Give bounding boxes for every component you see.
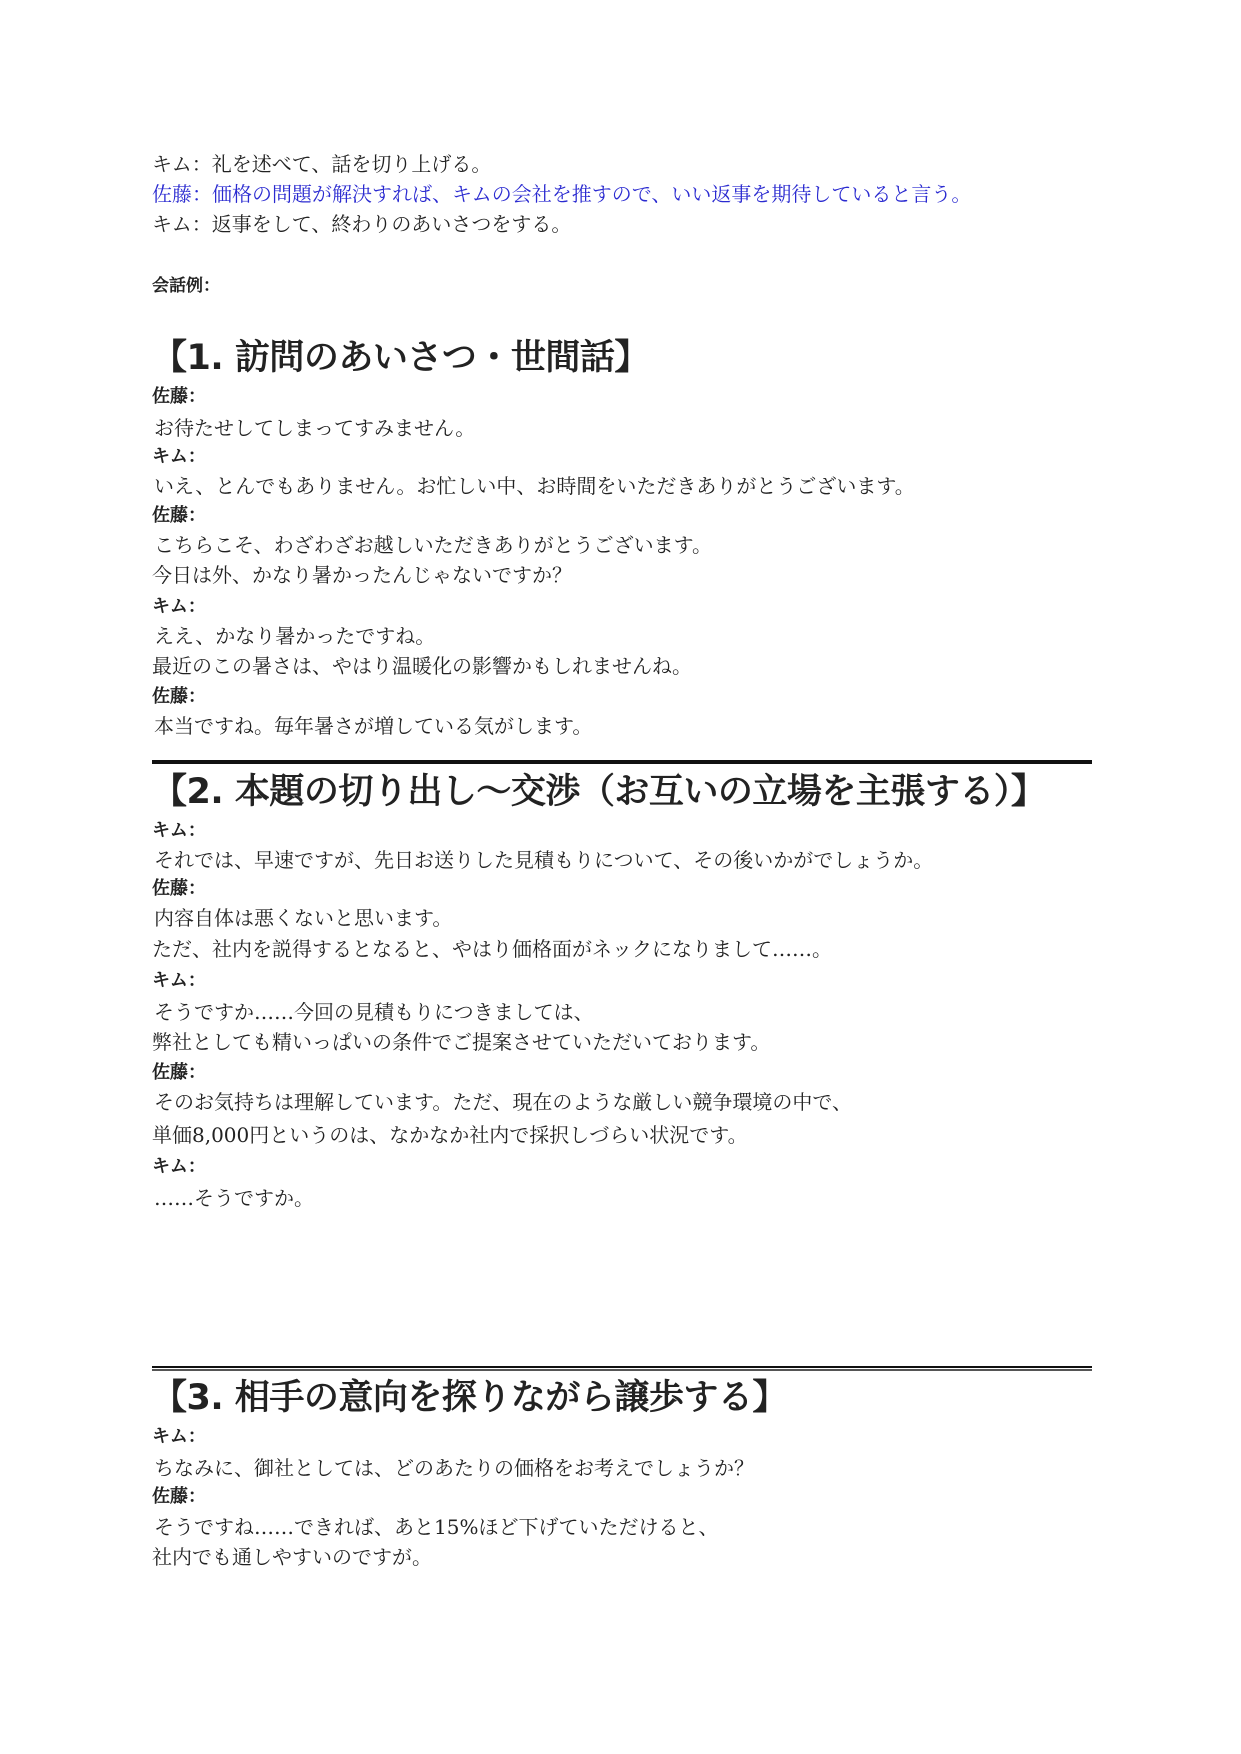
dialogue-line: お待たせしてしまってすみません。 [154, 416, 476, 440]
dialogue-line: ただ、社内を説得するとなると、やはり価格面がネックになりまして……。 [152, 937, 832, 961]
speaker-label: キム： [152, 1156, 206, 1177]
dialogue-line: 最近のこの暑さは、やはり温暖化の影響かもしれませんね。 [152, 654, 692, 678]
dialogue-line: 単価8,000円というのは、なかなか社内で採択しづらい状況です。 [152, 1123, 748, 1147]
section-1-heading: 【1. 訪問のあいさつ・世間話】 [152, 338, 649, 378]
dialogue-line: 社内でも通しやすいのですが。 [152, 1545, 432, 1569]
speaker-label: キム： [152, 1426, 206, 1447]
dialogue-line: ……そうですか。 [154, 1186, 314, 1210]
example-label: 会話例： [152, 276, 220, 296]
speaker-label: キム： [152, 970, 206, 991]
speaker-label: 佐藤： [152, 1062, 206, 1083]
dialogue-line: 内容自体は悪くないと思います。 [154, 906, 453, 930]
intro-line-3: キム：返事をして、終わりのあいさつをする。 [152, 212, 572, 236]
section-3-heading: 【3. 相手の意向を探りながら譲歩する】 [152, 1378, 787, 1418]
speaker-label: キム： [152, 596, 206, 617]
section-2-heading: 【2. 本題の切り出し〜交渉（お互いの立場を主張する）】 [152, 772, 1046, 812]
speaker-label: 佐藤： [152, 505, 206, 526]
section-divider [152, 1366, 1092, 1371]
dialogue-line: そのお気持ちは理解しています。ただ、現在のような厳しい競争環境の中で、 [154, 1090, 852, 1114]
section-divider [152, 760, 1092, 764]
intro-line-1: キム：礼を述べて、話を切り上げる。 [152, 152, 492, 176]
intro-line-2: 佐藤：価格の問題が解決すれば、キムの会社を推すので、いい返事を期待していると言う。 [152, 182, 972, 206]
speaker-label: キム： [152, 446, 206, 467]
dialogue-line: それでは、早速ですが、先日お送りした見積もりについて、その後いかがでしょうか。 [154, 848, 934, 872]
speaker-label: 佐藤： [152, 386, 206, 407]
speaker-label: 佐藤： [152, 1486, 206, 1507]
speaker-label: 佐藤： [152, 878, 206, 899]
dialogue-line: 本当ですね。毎年暑さが増している気がします。 [154, 714, 593, 738]
speaker-label: キム： [152, 820, 206, 841]
dialogue-line: 今日は外、かなり暑かったんじゃないですか？ [152, 563, 572, 587]
dialogue-line: いえ、とんでもありません。お忙しい中、お時間をいただきありがとうございます。 [154, 474, 915, 498]
dialogue-line: そうですか……今回の見積もりにつきましては、 [154, 1000, 594, 1024]
dialogue-line: ええ、かなり暑かったですね。 [154, 624, 436, 648]
dialogue-line: ちなみに、御社としては、どのあたりの価格をお考えでしょうか？ [154, 1456, 754, 1480]
dialogue-line: そうですね……できれば、あと15%ほど下げていただけると、 [154, 1515, 719, 1539]
dialogue-line: 弊社としても精いっぱいの条件でご提案させていただいております。 [152, 1030, 771, 1054]
dialogue-line: こちらこそ、わざわざお越しいただきありがとうございます。 [154, 533, 712, 557]
speaker-label: 佐藤： [152, 686, 206, 707]
